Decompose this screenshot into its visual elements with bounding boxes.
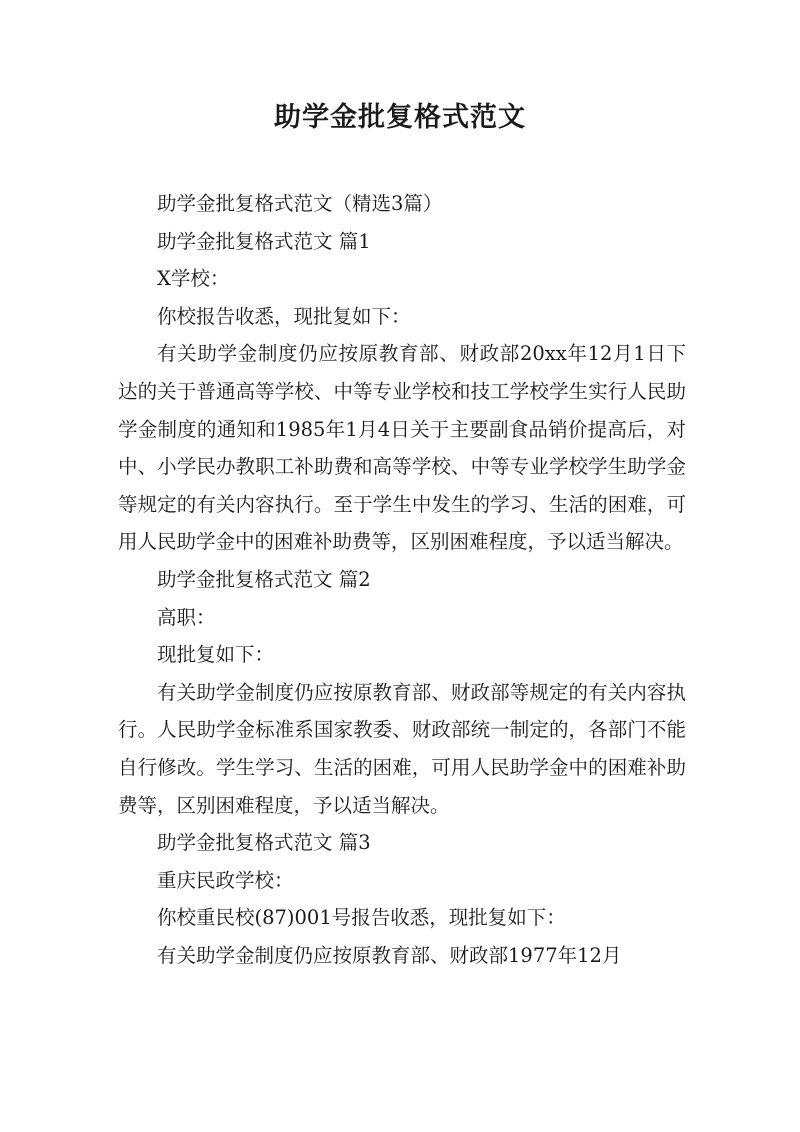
paragraph: 有关助学金制度仍应按原教育部、财政部20xx年12月1日下达的关于普通高等学校、中等专业学校和技工学校学生实行人民助学金制度的通知和1985年1月4日关于主要副食品销价提高后，对中、小学民办教职工补助费和高等学校、中等专业学校学生助学金等规定的有关内容执行。至于学生中发生的学习、生活的困难，可用人民助学金中的困难补助费等，区别困难程度，予以适当解决。: [118, 342, 686, 554]
recipient-1: X学校：: [157, 267, 230, 291]
section-heading-3: 助学金批复格式范文 篇3: [157, 831, 371, 855]
paragraph: 你校重民校(87)001号报告收悉，现批复如下：: [157, 906, 566, 930]
recipient-3: 重庆民政学校：: [157, 868, 294, 892]
document-title: 助学金批复格式范文: [274, 102, 526, 133]
paragraph-intro: 助学金批复格式范文（精选3篇）: [157, 192, 443, 215]
paragraph: 现批复如下：: [157, 643, 275, 667]
section-heading-1: 助学金批复格式范文 篇1: [157, 229, 371, 253]
paragraph: 你校报告收悉，现批复如下：: [157, 304, 411, 328]
paragraph: 有关助学金制度仍应按原教育部、财政部等规定的有关内容执行。人民助学金标准系国家教委、财政部统一制定的，各部门不能自行修改。学生学习、生活的困难，可用人民助学金中的困难补助费等，区别困难程度，予以适当解决。: [118, 680, 686, 817]
paragraph: 有关助学金制度仍应按原教育部、财政部1977年12月: [157, 943, 622, 967]
section-heading-2: 助学金批复格式范文 篇2: [157, 567, 371, 591]
recipient-2: 高职：: [157, 605, 216, 629]
document-body: [118, 185, 686, 974]
